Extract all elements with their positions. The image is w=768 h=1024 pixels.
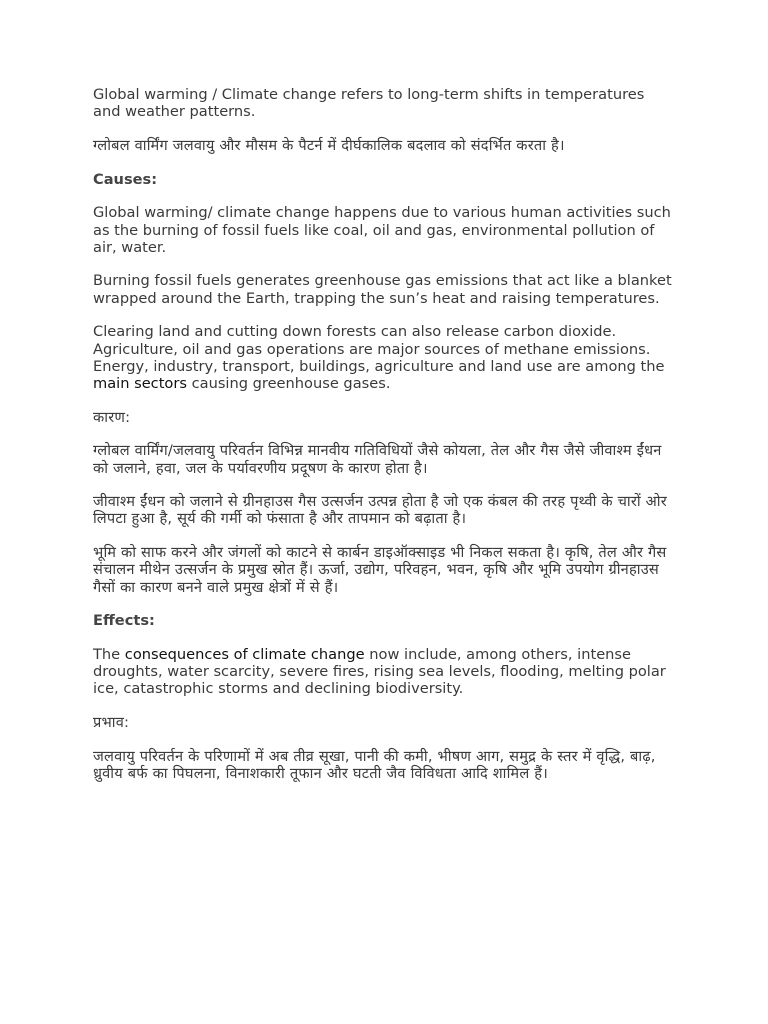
- causes-paragraph-english-2: Burning fossil fuels generates greenhouse gas emissions that act like a blanket wrapped around the Earth, trapping the sun’s heat and raising temperatures.: [93, 272, 672, 307]
- effects-heading-hindi: प्रभाव:: [93, 714, 130, 732]
- intro-paragraph-hindi: ग्लोबल वार्मिंग जलवायु और मौसम के पैटर्न में दीर्घकालिक बदलाव को संदर्भित करता है।: [93, 136, 565, 154]
- causes-paragraph-english-3: [93, 323, 673, 392]
- main-sectors-link[interactable]: main sectors: [93, 374, 187, 392]
- causes-text-before-link: Clearing land and cutting down forests can also release carbon dioxide. Agriculture, oil and gas operations are major sources of methane emissions. Energy, industry, transport, buildings, agriculture and land use are among the: [93, 323, 665, 375]
- consequences-link[interactable]: consequences of climate change: [124, 645, 365, 663]
- causes-text-after-link: causing greenhouse gases.: [186, 374, 391, 392]
- effects-text-after-link: now include, among others, intense droughts, water scarcity, severe fires, rising sea levels, flooding, melting polar ice, catastrophic storms and declining biodiversity.: [93, 645, 666, 698]
- causes-heading: Causes:: [93, 170, 158, 188]
- causes-paragraph-hindi-1: ग्लोबल वार्मिंग/जलवायु परिवर्तन विभिन्न मानवीय गतिविधियों जैसे कोयला, तेल और गैस जैसे जीवाश्म ईंधन को जलाने, हवा, जल के पर्यावरणीय प्रदूषण के कारण होता है।: [93, 442, 662, 477]
- causes-paragraph-english-1: Global warming/ climate change happens due to various human activities such as the burning of fossil fuels like coal, oil and gas, environmental pollution of air, water.: [93, 204, 671, 256]
- causes-paragraph-hindi-2: जीवाश्म ईंधन को जलाने से ग्रीनहाउस गैस उत्सर्जन उत्पन्न होता है जो एक कंबल की तरह पृथ्वी के चारों ओर लिपटा हुआ है, सूर्य की गर्मी को फंसाता है और तापमान को बढ़ाता है।: [93, 493, 667, 528]
- causes-heading-hindi: कारण:: [93, 408, 131, 426]
- effects-paragraph-hindi: जलवायु परिवर्तन के परिणामों में अब तीव्र सूखा, पानी की कमी, भीषण आग, समुद्र के स्तर में वृद्धि, बाढ़, ध्रुवीय बर्फ का पिघलना, विनाशकारी तूफान और घटती जैव विविधता आदि शामिल हैं।: [93, 747, 656, 782]
- intro-paragraph-english: Global warming / Climate change refers to long-term shifts in temperatures and weather patterns.: [93, 86, 645, 121]
- effects-heading: Effects:: [93, 612, 155, 630]
- causes-paragraph-hindi-3: भूमि को साफ करने और जंगलों को काटने से कार्बन डाइऑक्साइड भी निकल सकता है। कृषि, तेल और गैस संचालन मीथेन उत्सर्जन के प्रमुख स्रोत हैं। ऊर्जा, उद्योग, परिवहन, भवन, कृषि और भूमि उपयोग ग्रीनहाउस गैसों का कारण बनने वाले प्रमुख क्षेत्रों में से हैं।: [93, 544, 667, 596]
- document-page: [93, 86, 673, 799]
- effects-text-before-link: The: [93, 645, 125, 663]
- effects-paragraph-english: [93, 646, 673, 698]
